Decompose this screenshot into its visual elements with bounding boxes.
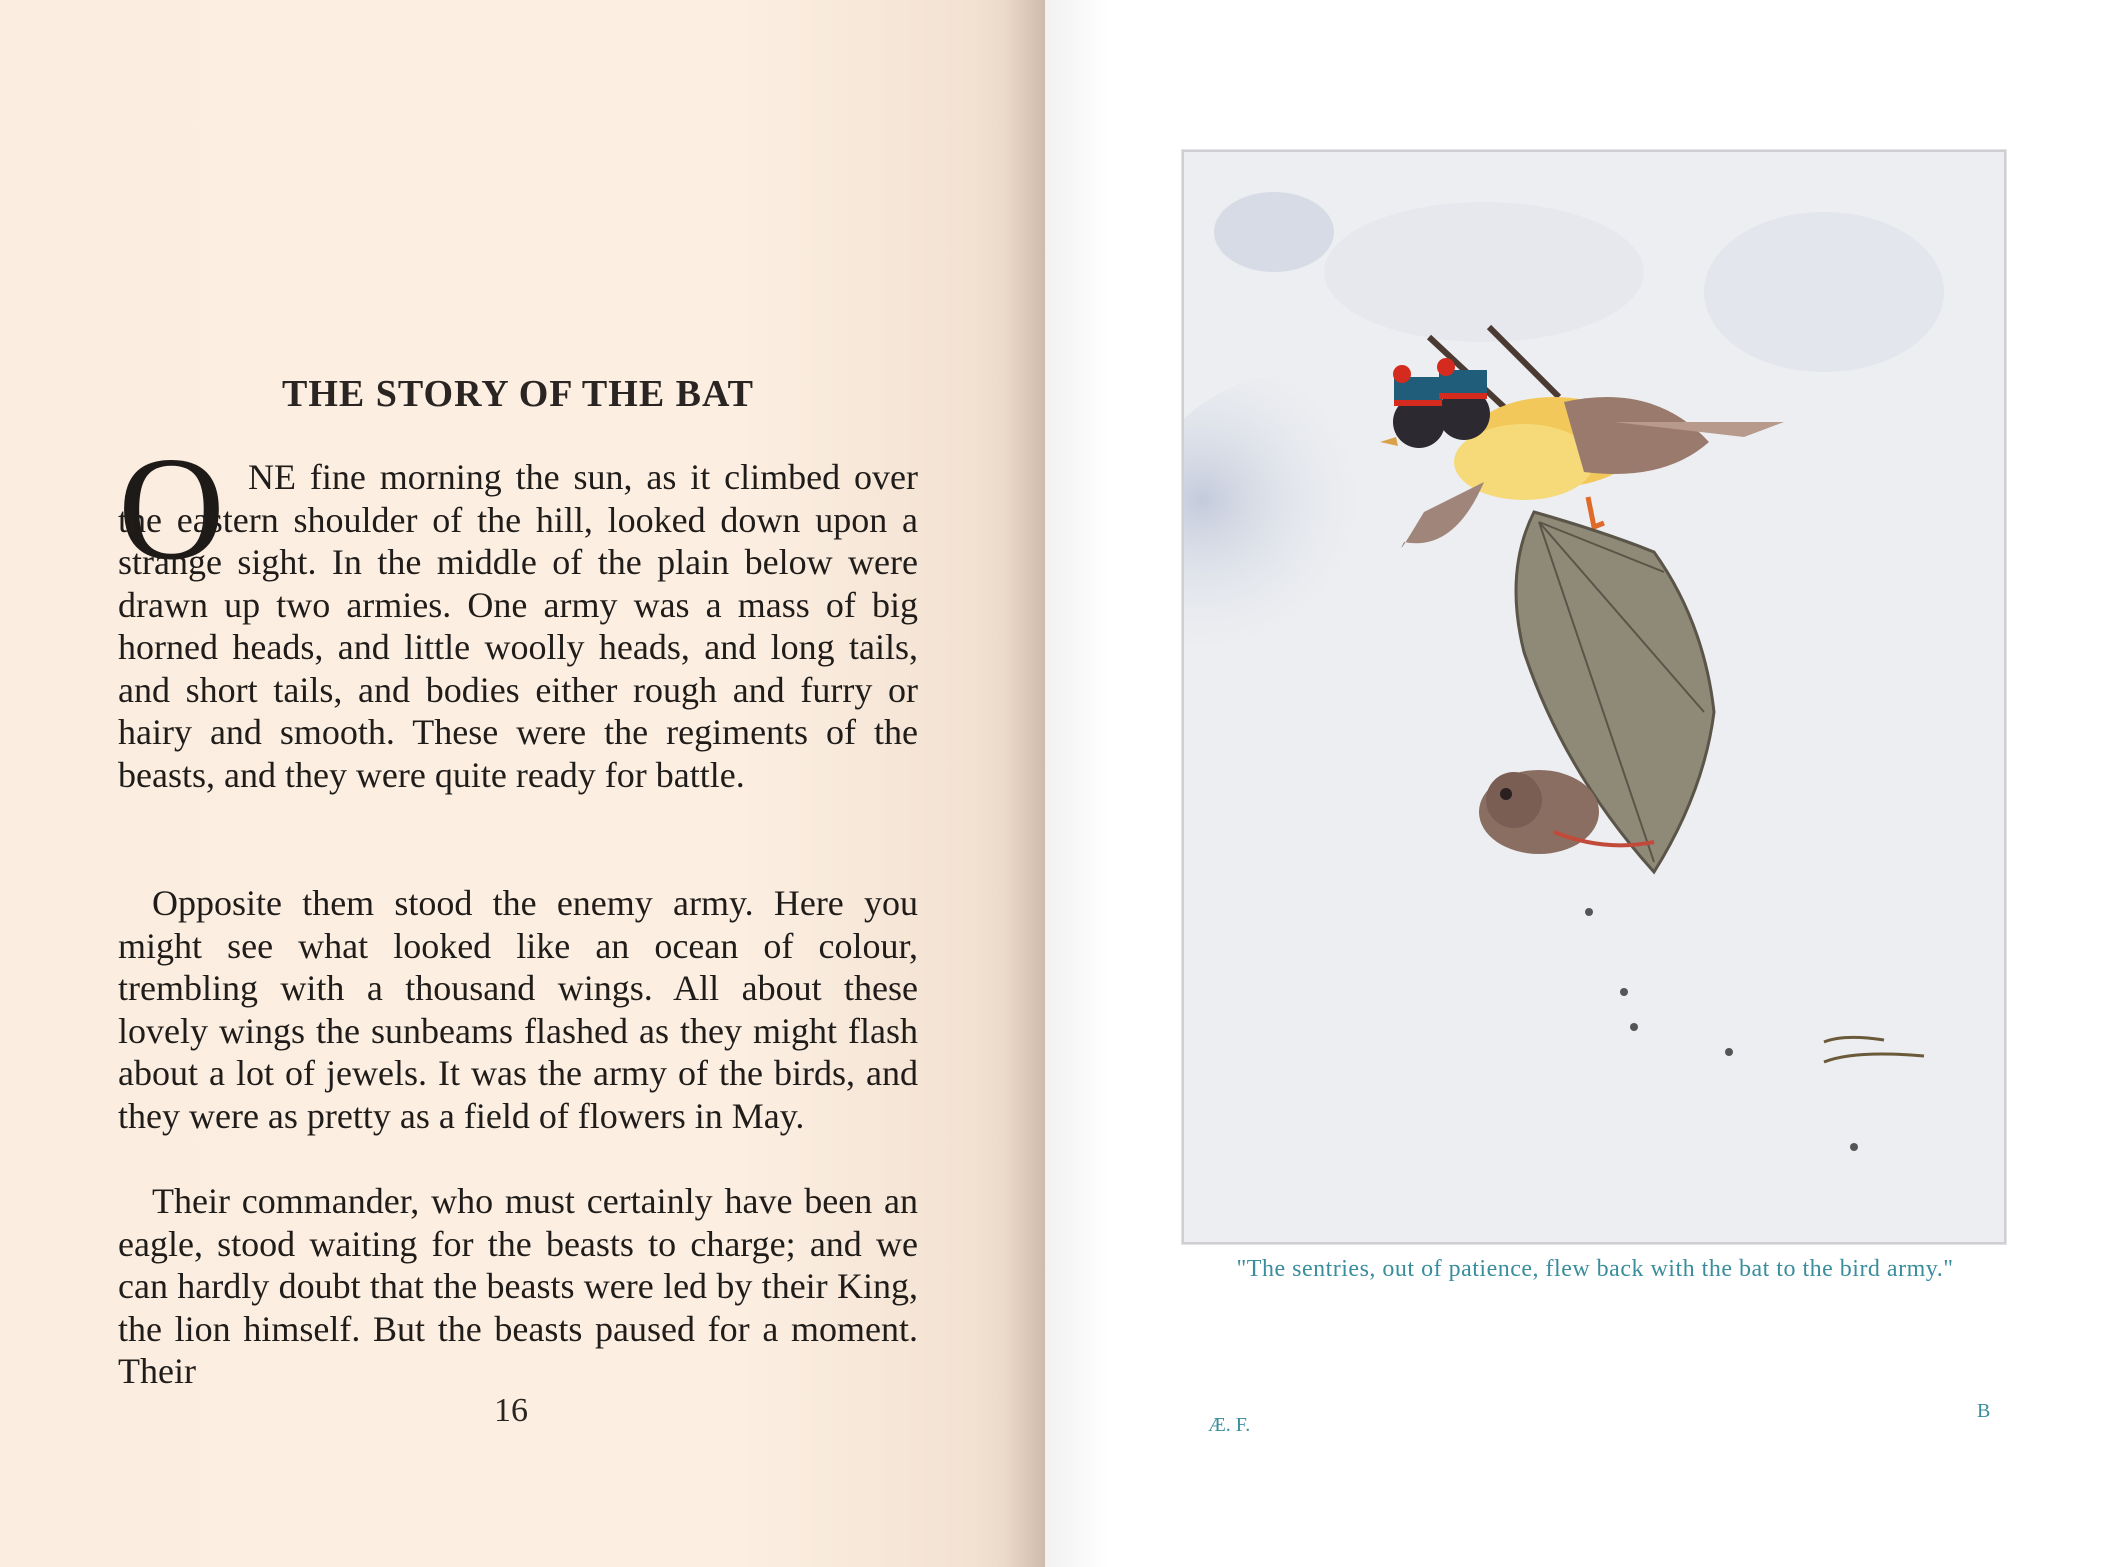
signature-mark: Æ. F. — [1208, 1414, 1251, 1436]
illustration-plate — [1182, 150, 2006, 1244]
page-number: 16 — [494, 1392, 528, 1429]
paragraph-2: Opposite them stood the enemy army. Here you might see what looked like an ocean of colour, trembling with a thousand wings. All about these lovely wings the sunbeams flashed as they might flash about a lot of jewels. It was the army of the birds, and they were as pretty as a field of flowers in May. — [118, 883, 918, 1136]
show-through-text — [125, 90, 955, 350]
chapter-heading: THE STORY OF THE BAT — [282, 373, 754, 415]
gathering-letter: B — [1977, 1400, 1991, 1422]
drop-cap: O — [118, 427, 225, 591]
paragraph-1: NE fine morning the sun, as it climbed over the eastern shoulder of the hill, looked down upon a strange sight. In the middle of the plain below were drawn up two armies. One army was a mass of big horned heads, and little woolly heads, and long tails, and short tails, and bodies either rough and furry or hairy and smooth. These were the regiments of the beasts, and they were quite ready for battle. — [118, 457, 918, 795]
bat-illustration — [1184, 152, 2004, 1242]
paragraph-3: Their commander, who must certainly have been an eagle, stood waiting for the beasts to charge; and we can hardly doubt that the beasts were led by their King, the lion himself. But the beasts paused for a moment. Their — [118, 1181, 918, 1391]
illustration-caption: "The sentries, out of patience, flew back with the bat to the bird army." — [1236, 1256, 1954, 1282]
left-page — [0, 0, 1045, 1567]
